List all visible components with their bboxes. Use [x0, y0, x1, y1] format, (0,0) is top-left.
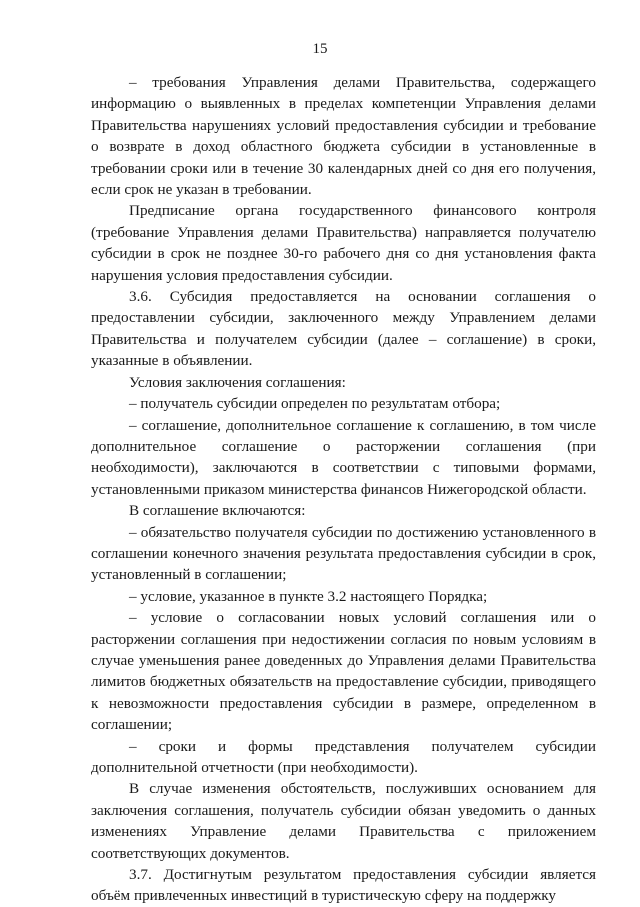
- paragraph: 3.7. Достигнутым результатом предоставления субсидии является объём привлеченных инвестиций в туристическую сферу на поддержку: [91, 866, 596, 905]
- paragraph: – сроки и формы представления получателем субсидии дополнительной отчетности (при необходимости).: [91, 737, 596, 776]
- paragraph: В соглашение включаются:: [129, 502, 306, 520]
- paragraph: В случае изменения обстоятельств, послуживших основанием для заключения соглашения, получатель субсидии обязан уведомить о данных изменениях Управление делами Правительства с приложением соответствующих документов.: [91, 780, 596, 862]
- paragraph: Условия заключения соглашения:: [129, 373, 346, 391]
- paragraph: Предписание органа государственного финансового контроля (требование Управления делами Правительства) направляется получателю субсидии в срок не позднее 30-го рабочего дня со дня установления факта нарушения условия предоставления субсидии.: [91, 202, 596, 284]
- paragraph: – получатель субсидии определен по результатам отбора;: [129, 395, 501, 413]
- paragraph: – условие, указанное в пункте 3.2 настоящего Порядка;: [129, 587, 488, 605]
- paragraph: – требования Управления делами Правительства, содержащего информацию о выявленных в пределах компетенции Управления делами Правительства нарушениях условий предоставления субсидии и требование о возврате в доход областного бюджета субсидии в установленные в требовании сроки или в течение 30 календарных дней со дня его получения, если срок не указан в требовании.: [91, 74, 596, 199]
- paragraph: – соглашение, дополнительное соглашение к соглашению, в том числе дополнительное соглашение о расторжении соглашения (при необходимости), заключаются в соответствии с типовыми формами, установленными приказом министерства финансов Нижегородской области.: [91, 416, 596, 498]
- document-body: [91, 72, 596, 907]
- page-number: 15: [312, 41, 328, 57]
- paragraph: – условие о согласовании новых условий соглашения или о расторжении соглашения при недостижении согласия по новым условиям в случае уменьшения ранее доведенных до Управления делами Правительства лимитов бюджетных обязательств на предоставление субсидии, приводящего к невозможности предоставления субсидии в размере, определенном в соглашении;: [91, 609, 596, 734]
- paragraph: – обязательство получателя субсидии по достижению установленного в соглашении конечного значения результата предоставления субсидии в срок, установленный в соглашении;: [91, 523, 596, 584]
- paragraph: 3.6. Субсидия предоставляется на основании соглашения о предоставлении субсидии, заключенного между Управлением делами Правительства и получателем субсидии (далее – соглашение) в сроки, указанные в объявлении.: [91, 288, 596, 370]
